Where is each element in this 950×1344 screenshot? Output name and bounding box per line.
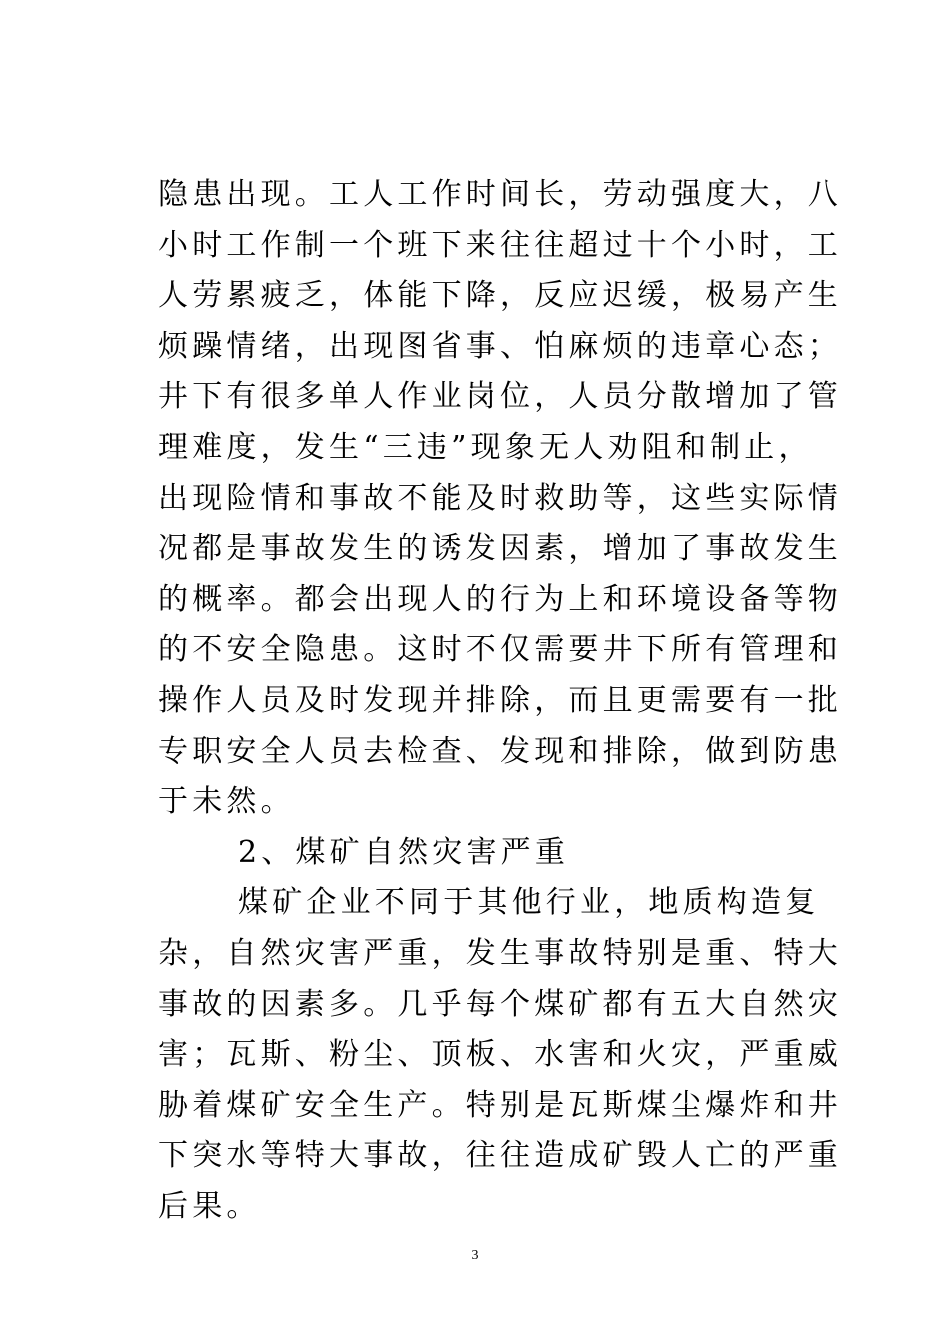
page-number: 3: [471, 1248, 479, 1263]
text-line: 出现险情和事故不能及时救助等，这些实际情: [158, 480, 842, 516]
text-line: 害；瓦斯、粉尘、顶板、水害和火灾，严重威: [158, 1037, 842, 1073]
text-line: 专职安全人员去检查、发现和排除，做到防患: [158, 733, 842, 769]
text-line: 杂，自然灾害严重，发生事故特别是重、特大: [158, 935, 842, 971]
text-line: 理难度，发生“三违”现象无人劝阻和制止，: [158, 429, 813, 465]
text-line: 人劳累疲乏，体能下降，反应迟缓，极易产生: [158, 278, 842, 314]
text-line: 的概率。都会出现人的行为上和环境设备等物: [158, 581, 842, 617]
text-line: 胁着煤矿安全生产。特别是瓦斯煤尘爆炸和井: [158, 1087, 842, 1123]
text-line: 况都是事故发生的诱发因素，增加了事故发生: [158, 531, 842, 567]
text-line: 操作人员及时发现并排除，而且更需要有一批: [158, 682, 842, 718]
text-line: 小时工作制一个班下来往往超过十个小时，工: [158, 227, 842, 263]
text-line: 烦躁情绪，出现图省事、怕麻烦的违章心态；: [158, 328, 842, 364]
text-line: 下突水等特大事故，往往造成矿毁人亡的严重: [158, 1138, 842, 1174]
text-line: 事故的因素多。几乎每个煤矿都有五大自然灾: [158, 986, 842, 1022]
text-line: 隐患出现。工人工作时间长，劳动强度大，八: [158, 177, 842, 212]
body-text: [158, 170, 842, 1232]
section-heading: 2、煤矿自然灾害严重: [238, 834, 570, 870]
text-line: 于未然。: [158, 784, 295, 820]
text-line: 后果。: [158, 1188, 261, 1224]
text-line: 井下有很多单人作业岗位，人员分散增加了管: [158, 379, 842, 415]
text-line: 煤矿企业不同于其他行业，地质构造复: [238, 885, 820, 921]
text-line: 的不安全隐患。这时不仅需要井下所有管理和: [158, 632, 842, 668]
